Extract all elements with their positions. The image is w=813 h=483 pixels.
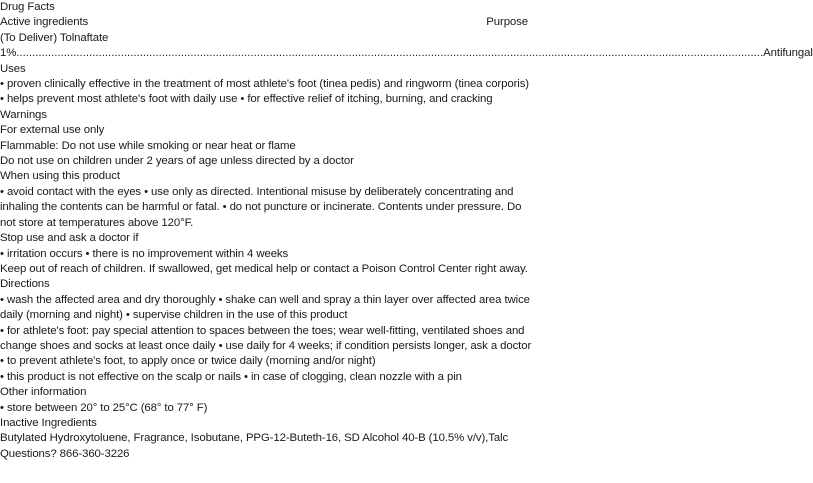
dot-leader: ............................................................................................................................................................................................................................................ [16,47,764,60]
children-warning: Do not use on children under 2 years of age unless directed by a doctor [0,155,354,168]
inactive-ingredients-heading: Inactive Ingredients [0,416,97,429]
when-using-text: • avoid contact with the eyes • use only as directed. Intentional misuse by deliberately concentrating and inhaling the contents can be harmful or fatal. • do not puncture or incinerate. Contents under pressure. Do not store at temperatures above 120°F. [0,185,522,229]
directions-heading: Directions [0,278,50,291]
questions-line: Questions? 866-360-3226 [0,447,130,460]
ingredient-purpose-row [0,46,813,61]
uses-heading: Uses [0,62,26,75]
directions-item-2: • for athlete's foot: pay special attention to spaces between the toes; wear well-fitting, ventilated shoes and change shoes and socks at least once daily • use daily for 4 weeks; if condition persists longer, ask a doctor • to prevent athlete's foot, to apply once or twice daily (morning and/or night) [0,324,532,368]
directions-item-3: • this product is not effective on the scalp or nails • in case of clogging, clean nozzle with a pin [0,370,462,383]
flammable-warning: Flammable: Do not use while smoking or near heat or flame [0,139,296,152]
to-deliver-ingredient: (To Deliver) Tolnaftate [0,31,109,44]
active-ingredients-header-row [0,15,533,30]
active-ingredients-heading: Active ingredients [0,16,89,29]
directions-item-1: • wash the affected area and dry thoroughly • shake can well and spray a thin layer over affected area twice daily (morning and night) • supervise children in the use of this product [0,293,530,322]
document-title: Drug Facts [0,1,55,13]
ingredient-purpose: Antifungal [763,47,813,60]
other-information-text: • store between 20° to 25°C (68° to 77° F) [0,401,208,414]
ingredient-amount: 1% [0,47,17,60]
external-use-warning: For external use only [0,124,105,137]
warnings-heading: Warnings [0,108,47,121]
other-information-heading: Other information [0,386,87,399]
purpose-heading: Purpose [486,16,528,29]
when-using-heading: When using this product [0,170,120,183]
stop-use-text: • irritation occurs • there is no improvement within 4 weeks [0,247,289,260]
inactive-ingredients-text: Butylated Hydroxytoluene, Fragrance, Isobutane, PPG-12-Buteth-16, SD Alcohol 40-B (10.5% v/v),Talc [0,432,509,445]
uses-text: • proven clinically effective in the treatment of most athlete's foot (tinea pedis) and ringworm (tinea corporis) • helps prevent most athlete's foot with daily use • for effective relief of itching, burning, and cracking [0,78,529,106]
keep-out-of-reach: Keep out of reach of children. If swallowed, get medical help or contact a Poison Control Center right away. [0,262,528,275]
stop-use-heading: Stop use and ask a doctor if [0,232,139,245]
